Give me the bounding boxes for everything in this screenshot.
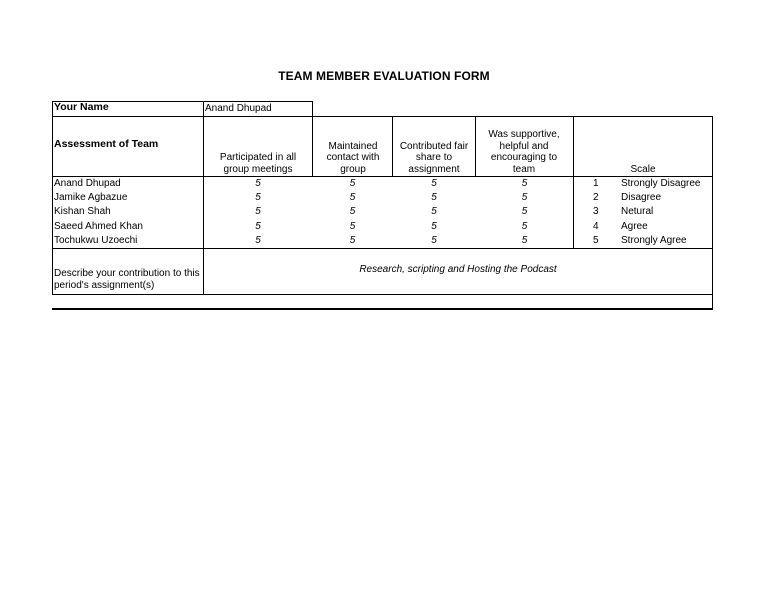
scale-label: Netural	[621, 206, 654, 217]
scale-header: Scale	[630, 163, 656, 175]
grid-line	[52, 101, 53, 295]
score-cell: 5	[255, 206, 261, 217]
grid-line	[52, 248, 713, 249]
score-cell: 5	[255, 178, 261, 189]
contribution-value: Research, scripting and Hosting the Podcast	[359, 264, 557, 275]
grid-line	[52, 116, 713, 117]
scale-number: 1	[593, 178, 599, 189]
grid-line	[52, 294, 713, 295]
your-name-label: Your Name	[54, 101, 109, 113]
grid-line	[475, 116, 476, 176]
scale-number: 2	[593, 192, 599, 203]
scale-label: Agree	[621, 221, 648, 232]
form-title: TEAM MEMBER EVALUATION FORM	[278, 69, 490, 83]
assessment-label: Assessment of Team	[54, 138, 159, 150]
scale-label: Disagree	[621, 192, 662, 203]
score-cell: 5	[349, 221, 356, 232]
grid-line	[52, 308, 713, 310]
score-cell: 5	[255, 235, 261, 246]
score-cell: 5	[431, 178, 437, 189]
score-cell: 5	[431, 206, 437, 217]
scale-label: Strongly Disagree	[621, 178, 701, 189]
score-cell: 5	[521, 221, 528, 232]
member-name: Saeed Ahmed Khan	[54, 221, 143, 232]
score-cell: 5	[349, 206, 356, 217]
scale-label: Strongly Agree	[621, 235, 687, 246]
member-name: Jamike Agbazue	[54, 192, 128, 203]
score-cell: 5	[255, 221, 261, 232]
score-cell: 5	[521, 235, 528, 246]
column-header-participated: Participated in all group meetings	[219, 152, 297, 175]
grid-line	[573, 176, 574, 249]
grid-line	[712, 116, 713, 310]
score-cell: 5	[431, 235, 437, 246]
score-cell: 5	[431, 221, 437, 232]
column-header-supportive: Was supportive, helpful and encouraging to team	[488, 129, 560, 175]
score-cell: 5	[521, 192, 528, 203]
score-cell: 5	[349, 178, 356, 189]
grid-line	[312, 101, 313, 117]
scale-number: 4	[593, 221, 599, 232]
grid-line	[203, 101, 204, 117]
score-cell: 5	[431, 192, 437, 203]
scale-number: 3	[593, 206, 599, 217]
score-cell: 5	[255, 192, 261, 203]
score-cell: 5	[521, 178, 528, 189]
grid-line	[312, 116, 313, 176]
column-header-contributed: Contributed fair share to assignment	[399, 140, 469, 175]
score-cell: 5	[349, 235, 356, 246]
member-name: Kishan Shah	[54, 206, 111, 217]
score-cell: 5	[349, 192, 356, 203]
scale-number: 5	[593, 235, 599, 246]
grid-line	[392, 116, 393, 176]
member-name: Tochukwu Uzoechi	[54, 235, 138, 246]
your-name-value: Anand Dhupad	[205, 103, 272, 114]
member-name: Anand Dhupad	[54, 178, 121, 189]
grid-line	[203, 116, 204, 176]
column-header-contact: Maintained contact with group	[326, 140, 380, 175]
contribution-label: Describe your contribution to this period's assignment(s)	[54, 268, 200, 291]
score-cell: 5	[521, 206, 528, 217]
